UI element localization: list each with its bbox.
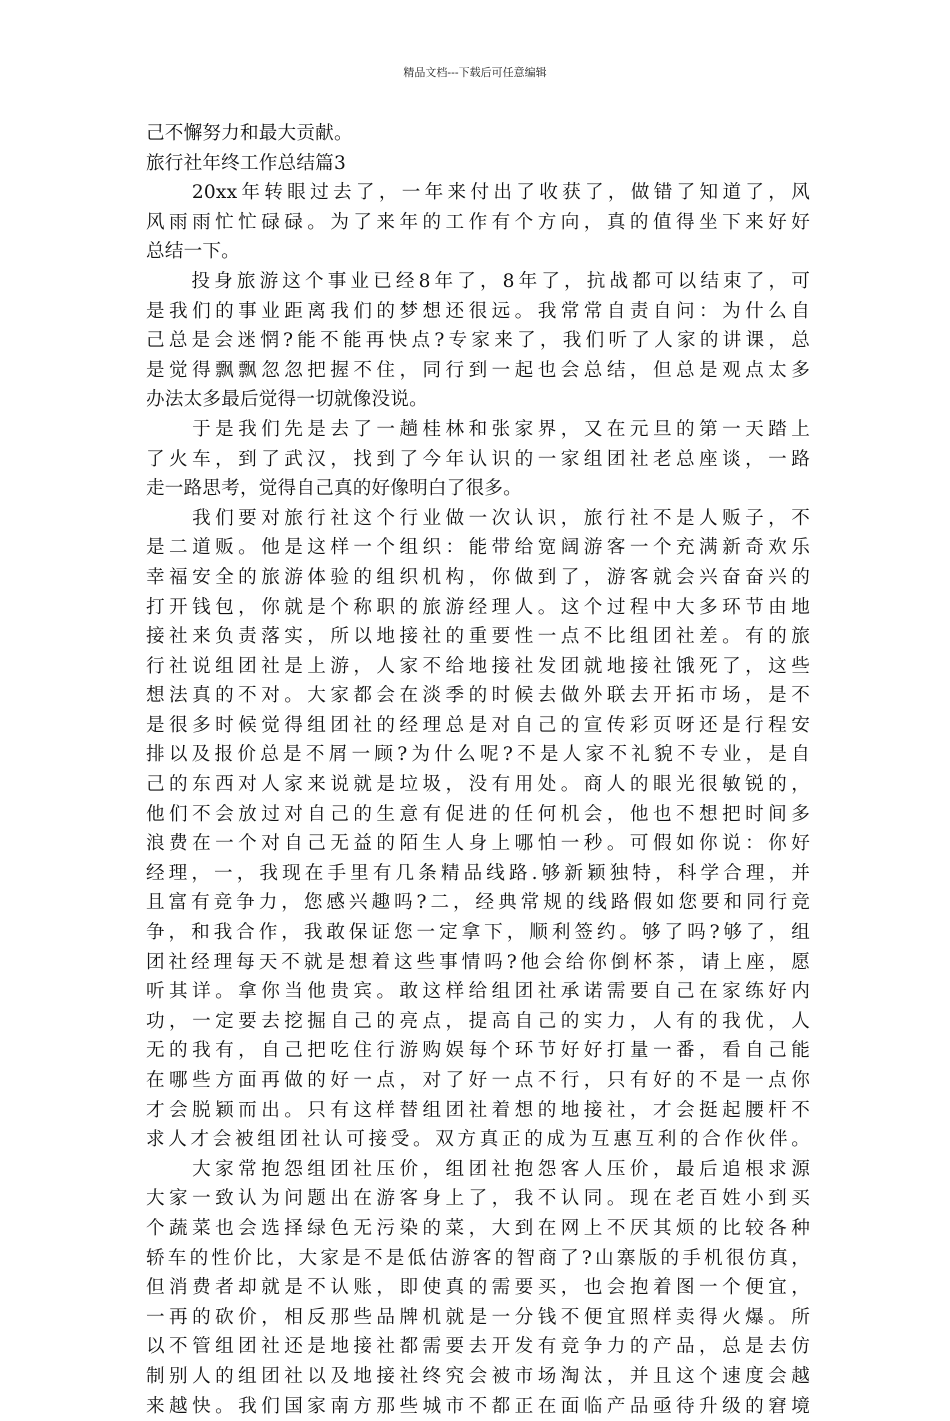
text-line: 无的我有，自己把吃住行游购娱每个环节好好打量一番，看自己能 <box>146 1040 810 1062</box>
text-line: 团社经理每天不就是想着这些事情吗?他会给你倒杯茶，请上座，愿 <box>146 951 810 973</box>
text-line: 轿车的性价比，大家是不是低估游客的智商了?山寨版的手机很仿真， <box>146 1247 810 1269</box>
text-line: 才会脱颖而出。只有这样替组团社着想的地接社，才会挺起腰杆不 <box>146 1099 810 1121</box>
text-line: 经理，一，我现在手里有几条精品线路.够新颖独特，科学合理，并 <box>146 862 810 884</box>
text-line: 大家常抱怨组团社压价，组团社抱怨客人压价，最后追根求源 <box>146 1158 810 1180</box>
text-line: 办法太多最后觉得一切就像没说。 <box>146 389 428 411</box>
text-line: 争，和我合作，我敢保证您一定拿下，顺利签约。够了吗?够了，组 <box>146 922 810 944</box>
text-line: 于是我们先是去了一趟桂林和张家界，又在元旦的第一天踏上 <box>146 418 810 440</box>
document-body <box>146 119 810 1421</box>
text-line: 总结一下。 <box>146 241 240 263</box>
text-line: 投身旅游这个事业已经8年了，8年了，抗战都可以结束了，可 <box>146 270 810 292</box>
text-line: 旅行社年终工作总结篇3 <box>146 152 346 174</box>
text-line: 是觉得飘飘忽忽把握不住，同行到一起也会总结，但总是观点太多 <box>146 359 810 381</box>
text-line: 是很多时候觉得组团社的经理总是对自己的宣传彩页呀还是行程安 <box>146 714 810 736</box>
text-line: 在哪些方面再做的好一点，对了好一点不行，只有好的不是一点你 <box>146 1070 810 1091</box>
text-line: 想法真的不对。大家都会在淡季的时候去做外联去开拓市场，是不 <box>146 685 810 707</box>
text-line: 听其详。拿你当他贵宾。敢这样给组团社承诺需要自己在家练好内 <box>146 981 810 1003</box>
text-line: 排以及报价总是不屑一顾?为什么呢?不是人家不礼貌不专业，是自 <box>146 744 810 766</box>
text-line: 但消费者却就是不认账，即使真的需要买，也会抱着图一个便宜， <box>146 1277 810 1299</box>
text-line: 他们不会放过对自己的生意有促进的任何机会，他也不想把时间多 <box>146 803 810 825</box>
text-line: 己的东西对人家来说就是垃圾，没有用处。商人的眼光很敏锐的， <box>146 774 810 796</box>
text-line: 了火车，到了武汉，找到了今年认识的一家组团社老总座谈，一路 <box>146 448 810 470</box>
text-line: 走一路思考，觉得自己真的好像明白了很多。 <box>146 478 522 500</box>
text-line: 以不管组团社还是地接社都需要去开发有竞争力的产品，总是去仿 <box>146 1336 810 1358</box>
text-line: 浪费在一个对自己无益的陌生人身上哪怕一秒。可假如你说：你好 <box>146 833 810 855</box>
text-line: 个蔬菜也会选择绿色无污染的菜，大到在网上不厌其烦的比较各种 <box>146 1217 810 1239</box>
text-line: 是二道贩。他是这样一个组织：能带给宽阔游客一个充满新奇欢乐 <box>146 537 810 559</box>
text-line: 功，一定要去挖掘自己的亮点，提高自己的实力，人有的我优，人 <box>146 1010 810 1032</box>
text-line: 求人才会被组团社认可接受。双方真正的成为互惠互利的合作伙伴。 <box>146 1129 810 1151</box>
text-line: 己不懈努力和最大贡献。 <box>146 123 353 144</box>
text-line: 己总是会迷惘?能不能再快点?专家来了，我们听了人家的讲课，总 <box>146 330 810 352</box>
text-line: 制别人的组团社以及地接社终究会被市场淘汰，并且这个速度会越 <box>146 1365 810 1387</box>
text-line: 来越快。我们国家南方那些城市不都正在面临产品亟待升级的窘境 <box>146 1395 810 1417</box>
text-line: 我们要对旅行社这个行业做一次认识，旅行社不是人贩子，不 <box>146 507 810 529</box>
text-line: 打开钱包，你就是个称职的旅游经理人。这个过程中大多环节由地 <box>146 596 810 618</box>
text-line: 风雨雨忙忙碌碌。为了来年的工作有个方向，真的值得坐下来好好 <box>146 211 810 233</box>
text-line: 且富有竞争力，您感兴趣吗?二，经典常规的线路假如您要和同行竞 <box>146 892 810 914</box>
text-line: 幸福安全的旅游体验的组织机构，你做到了，游客就会兴奋奋兴的 <box>146 566 810 588</box>
text-line: 大家一致认为问题出在游客身上了，我不认同。现在老百姓小到买 <box>146 1188 810 1210</box>
page-header: 精品文档---下载后可任意编辑 <box>403 66 547 79</box>
text-line: 20xx年转眼过去了，一年来付出了收获了，做错了知道了，风 <box>146 182 810 204</box>
text-line: 一再的砍价，相反那些品牌机就是一分钱不便宜照样卖得火爆。所 <box>146 1306 810 1328</box>
text-line: 接社来负责落实，所以地接社的重要性一点不比组团社差。有的旅 <box>146 626 810 648</box>
text-line: 行社说组团社是上游，人家不给地接社发团就地接社饿死了，这些 <box>146 655 810 677</box>
text-line: 是我们的事业距离我们的梦想还很远。我常常自责自问：为什么自 <box>146 300 810 322</box>
